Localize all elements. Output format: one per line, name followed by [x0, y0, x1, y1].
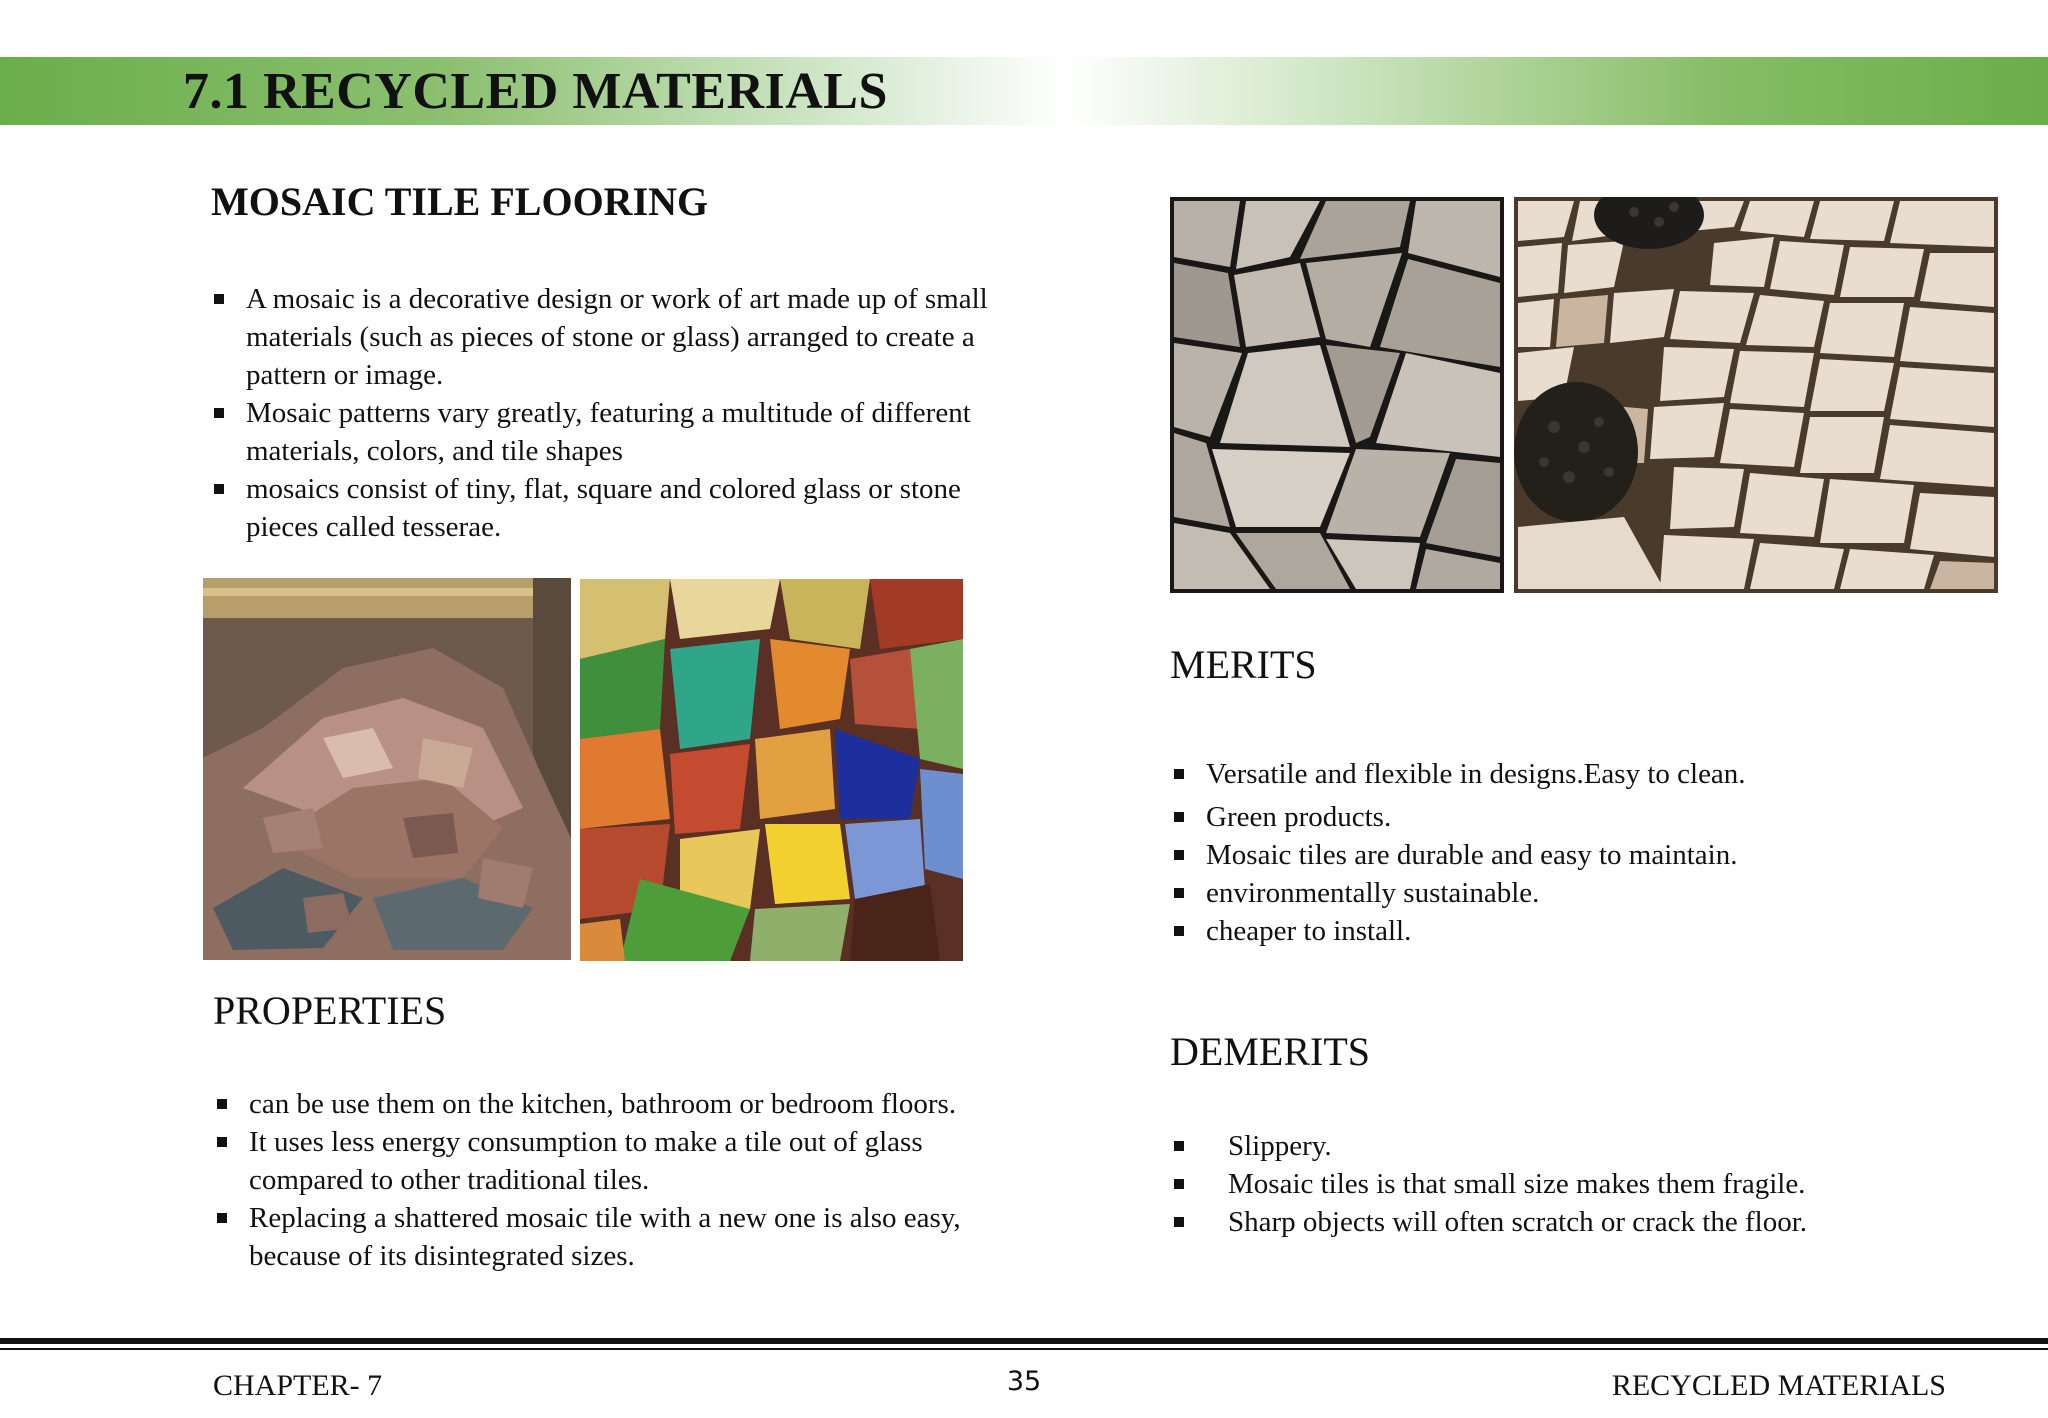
list-item: It uses less energy consumption to make a tile out of glass compared to other traditional tiles. [215, 1123, 985, 1199]
demerits-heading: DEMERITS [1170, 1029, 1370, 1074]
merits-bullet-list [1172, 755, 1992, 950]
footer-rule [0, 1338, 2048, 1344]
properties-heading: PROPERTIES [213, 988, 447, 1033]
grey-mosaic-floor-photo [1170, 197, 1504, 593]
demerits-bullet-list [1172, 1127, 1992, 1241]
list-item: can be use them on the kitchen, bathroom or bedroom floors. [215, 1085, 985, 1123]
list-item: Mosaic patterns vary greatly, featuring a multitude of different materials, colors, and tile shapes [212, 394, 1012, 470]
broken-tile-mosaic-photo [1514, 197, 1998, 593]
list-item: Versatile and flexible in designs.Easy to clean. [1172, 755, 1992, 793]
mosaic-bullet-list [212, 280, 1012, 546]
mosaic-heading: MOSAIC TILE FLOORING [211, 179, 709, 224]
page-title: 7.1 RECYCLED MATERIALS [183, 63, 888, 120]
list-item: Slippery. [1172, 1127, 1992, 1165]
footer-rule-thin [0, 1348, 2048, 1350]
list-item: cheaper to install. [1172, 912, 1992, 950]
list-item: environmentally sustainable. [1172, 874, 1992, 912]
footer-section-title: RECYCLED MATERIALS [1611, 1369, 1946, 1402]
properties-bullet-list [215, 1085, 985, 1275]
colored-tile-pieces-photo [580, 579, 963, 961]
scrap-tile-pile-photo [203, 578, 571, 960]
page-number: 35 [1006, 1366, 1042, 1397]
list-item: Green products. [1172, 798, 1992, 836]
list-item: Sharp objects will often scratch or crack the floor. [1172, 1203, 1992, 1241]
list-item: mosaics consist of tiny, flat, square and colored glass or stone pieces called tesserae. [212, 470, 1012, 546]
list-item: Mosaic tiles is that small size makes them fragile. [1172, 1165, 1992, 1203]
list-item: Mosaic tiles are durable and easy to maintain. [1172, 836, 1992, 874]
list-item: A mosaic is a decorative design or work of art made up of small materials (such as pieces of stone or glass) arranged to create a pattern or image. [212, 280, 1012, 394]
footer-chapter: CHAPTER- 7 [213, 1369, 383, 1402]
list-item: Replacing a shattered mosaic tile with a new one is also easy, because of its disintegrated sizes. [215, 1199, 985, 1275]
merits-heading: MERITS [1170, 642, 1317, 687]
